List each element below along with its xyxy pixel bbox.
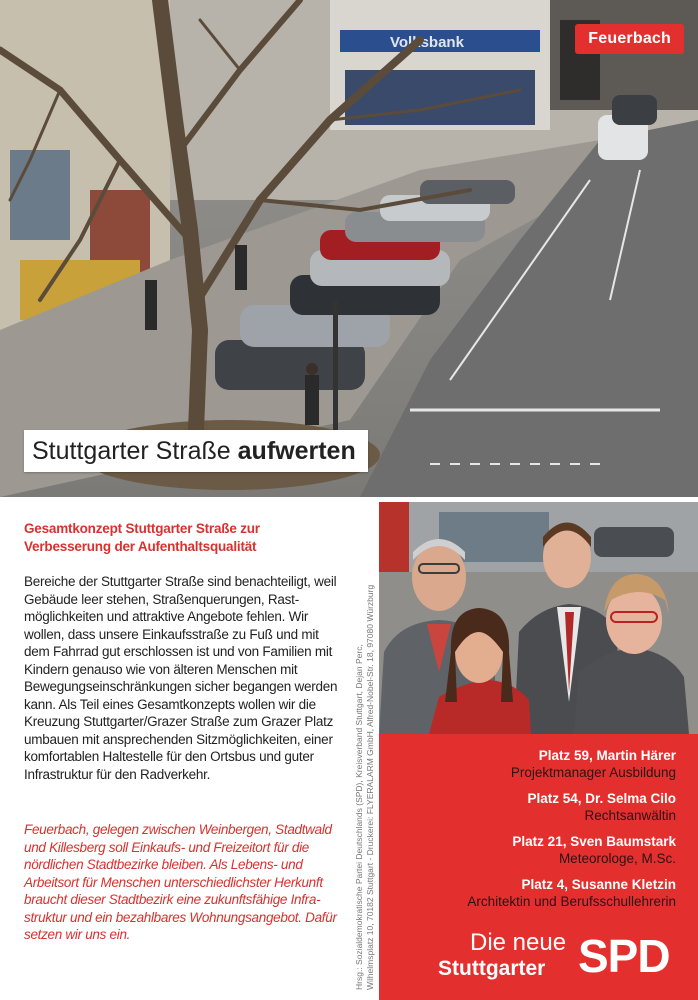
district-tag: Feuerbach (575, 24, 684, 54)
article (24, 520, 340, 944)
imprint (354, 580, 376, 990)
headline (24, 430, 368, 472)
street-photo (0, 0, 698, 497)
candidate-name: Platz 59, Martin Härer (538, 748, 676, 763)
imprint-line-2: Wilhelmsplatz 10, 70182 Stuttgart - Druckerei: FLYERALARM GmbH, Alfred-Nobel-Str. 18, 97080 Würzburg (365, 584, 375, 990)
article-subtitle: Gesamtkonzept Stuttgarter Straße zur Verbesserung der Aufenthaltsqualität (24, 521, 260, 554)
candidate-role: Projektmanager Ausbildung (510, 765, 676, 780)
candidate-role: Rechtsanwältin (584, 808, 676, 823)
bank-sign-text: Volksbank (390, 34, 464, 51)
article-quote: Feuerbach, gelegen zwischen Weinbergen, Stadtwald und Killesberg soll Einkaufs- und Freizeitort für die nördlichen Stadtbezirke bleiben. Als Lebens- und Arbeitsort für Menschen unterschiedlichster Herkunft braucht dieser Stadtbezirk eine zukunftsfähige Infrastruktur und ein bezahlbares Wohnungsangebot. Dafür setzen wir uns ein. (24, 822, 337, 942)
candidates-photo-illustration (379, 502, 698, 734)
imprint-line-1: Hrsg.: Sozialdemokratische Partei Deutschlands (SPD), Kreisverband Stuttgart, Dejan Perc, (354, 644, 364, 990)
street-scene-illustration (0, 0, 698, 497)
candidate-name: Platz 54, Dr. Selma Cilo (527, 791, 676, 806)
candidate-item (467, 790, 676, 824)
spd-logo: SPD (578, 930, 670, 982)
candidate-name: Platz 4, Susanne Kletzin (521, 877, 676, 892)
candidate-item (467, 876, 676, 910)
candidate-item (467, 833, 676, 867)
candidate-panel (379, 502, 698, 1000)
candidate-item (467, 747, 676, 781)
candidate-role: Meteorologe, M.Sc. (558, 851, 676, 866)
article-body: Bereiche der Stuttgarter Straße sind benachteiligt, weil Gebäude leer stehen, Straßenquerungen, Rastmöglichkeiten und attraktive Angebote fehlen. Wir wollen, dass unsere Einkaufsstraße zu Fuß und mit dem Fahrrad gut erschlossen ist und von Familien mit Kindern genauso wie von älteren Menschen mit Bewegungseinschränkungen sicher begangen werden kann. Als Teil eines Gesamtkonzepts wollen wir die Kreuzung Stuttgarter/Grazer Straße zum Grazer Platz umbauen mit ansprechenden Sitzmöglichkeiten, einer komfortablen Haltestelle für den Ortsbus und guter Infrastruktur für den Radverkehr. (24, 574, 338, 782)
headline-normal: Stuttgarter Straße (32, 437, 238, 465)
candidate-list (467, 747, 676, 919)
brand-slogan-line1: Die neue (470, 929, 567, 956)
candidate-role: Architektin und Berufsschullehrerin (467, 894, 676, 909)
brand-slogan-line2: Stuttgarter (438, 957, 546, 980)
candidates-photo (379, 502, 698, 734)
candidate-name: Platz 21, Sven Baumstark (512, 834, 676, 849)
spd-brand (438, 929, 688, 989)
headline-bold: aufwerten (237, 437, 356, 465)
